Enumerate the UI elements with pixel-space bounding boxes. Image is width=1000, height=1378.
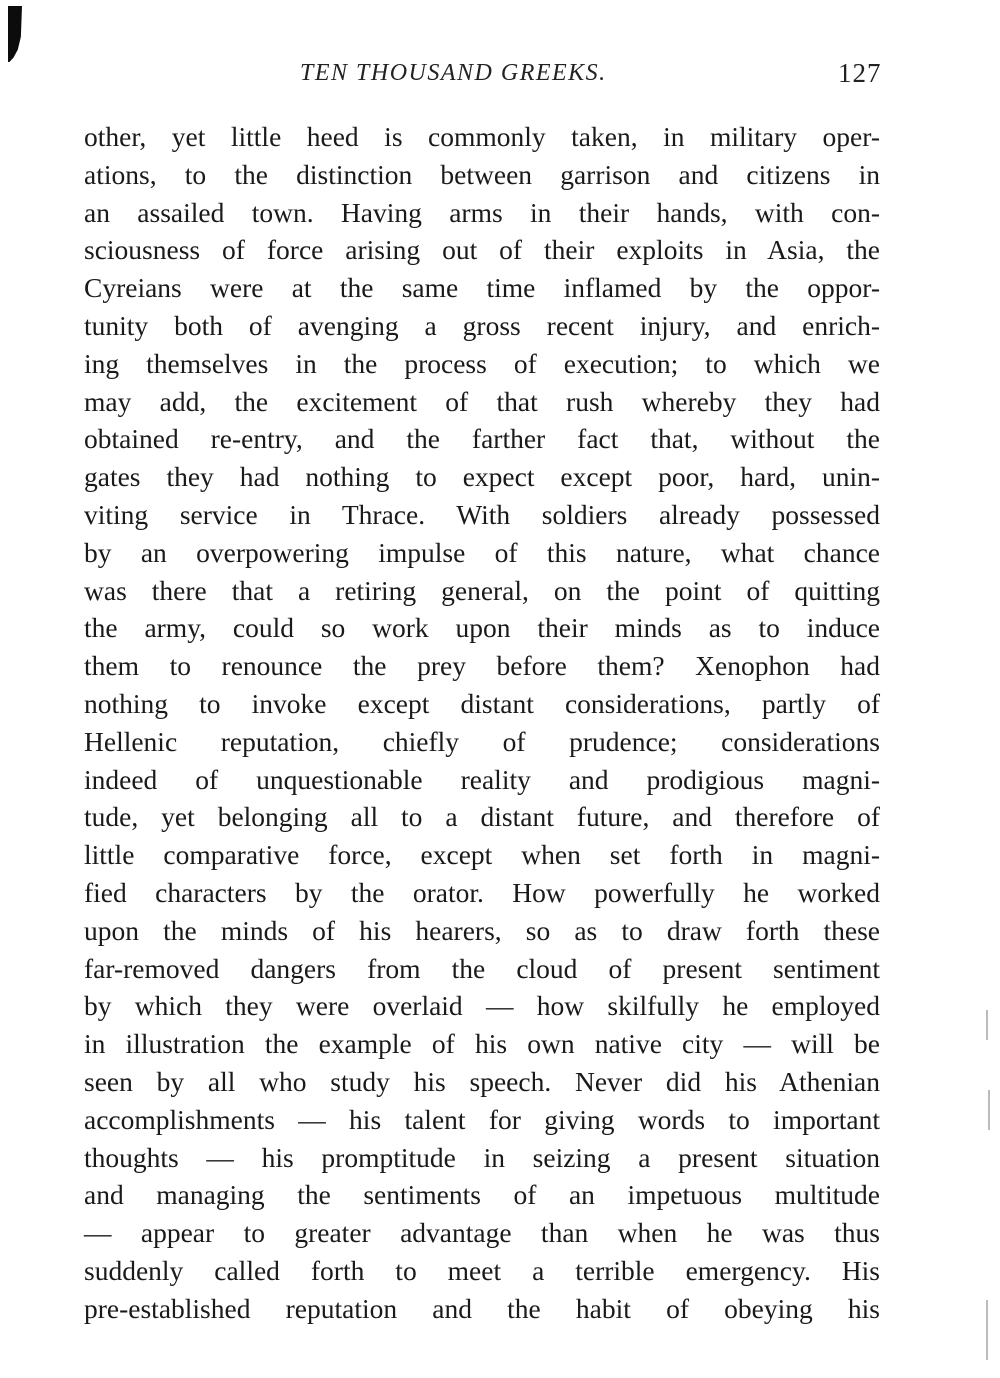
scan-speck <box>988 1090 990 1130</box>
text-line: indeed of unquestionable reality and prodigious magni- <box>84 763 880 795</box>
text-line: was there that a retiring general, on the point of quitting <box>84 574 880 606</box>
scan-speck <box>986 1010 988 1040</box>
text-line: may add, the excitement of that rush whereby they had <box>84 385 880 417</box>
text-line: upon the minds of his hearers, so as to draw forth these <box>84 914 880 946</box>
page-number: 127 <box>838 58 882 88</box>
text-line: pre-established reputation and the habit of obeying his <box>84 1292 880 1324</box>
text-line: nothing to invoke except distant considerations, partly of <box>84 687 880 719</box>
scan-speck <box>986 1300 988 1360</box>
running-title: TEN THOUSAND GREEKS. <box>300 60 607 86</box>
text-line: viting service in Thrace. With soldiers already possessed <box>84 498 880 530</box>
text-line: tude, yet belonging all to a distant future, and therefore of <box>84 801 880 833</box>
text-line: sciousness of force arising out of their exploits in Asia, the <box>84 234 880 266</box>
text-line: and managing the sentiments of an impetuous multitude <box>84 1179 880 1211</box>
text-line: by an overpowering impulse of this nature, what chance <box>84 536 880 568</box>
text-line: accomplishments — his talent for giving words to important <box>84 1103 880 1135</box>
text-line: seen by all who study his speech. Never did his Athenian <box>84 1065 880 1097</box>
text-line: them to renounce the prey before them? Xenophon had <box>84 650 880 682</box>
text-line: the army, could so work upon their minds as to induce <box>84 612 880 644</box>
text-line: other, yet little heed is commonly taken, in military oper- <box>84 121 880 152</box>
text-line: Hellenic reputation, chiefly of prudence; considerations <box>84 725 880 757</box>
text-line: ations, to the distinction between garrison and citizens in <box>84 158 880 190</box>
text-line: in illustration the example of his own native city — will be <box>84 1028 880 1060</box>
body-text <box>84 118 880 1328</box>
text-line: Cyreians were at the same time inflamed by the oppor- <box>84 272 880 304</box>
text-line: suddenly called forth to meet a terrible emergency. His <box>84 1254 880 1286</box>
text-line: fied characters by the orator. How powerfully he worked <box>84 876 880 908</box>
text-line: obtained re-entry, and the farther fact that, without the <box>84 423 880 455</box>
page-corner-mark <box>8 6 22 62</box>
text-line: little comparative force, except when set forth in magni- <box>84 839 880 871</box>
text-line: — appear to greater advantage than when he was thus <box>84 1217 880 1249</box>
text-line: thoughts — his promptitude in seizing a present situation <box>84 1141 880 1173</box>
text-line: gates they had nothing to expect except poor, hard, unin- <box>84 461 880 493</box>
text-line: by which they were overlaid — how skilfully he employed <box>84 990 880 1022</box>
text-line: an assailed town. Having arms in their hands, with con- <box>84 196 880 228</box>
text-line: ing themselves in the process of execution; to which we <box>84 347 880 379</box>
running-header <box>0 58 1000 94</box>
text-line: tunity both of avenging a gross recent injury, and enrich- <box>84 309 880 341</box>
text-line: far-removed dangers from the cloud of present sentiment <box>84 952 880 984</box>
